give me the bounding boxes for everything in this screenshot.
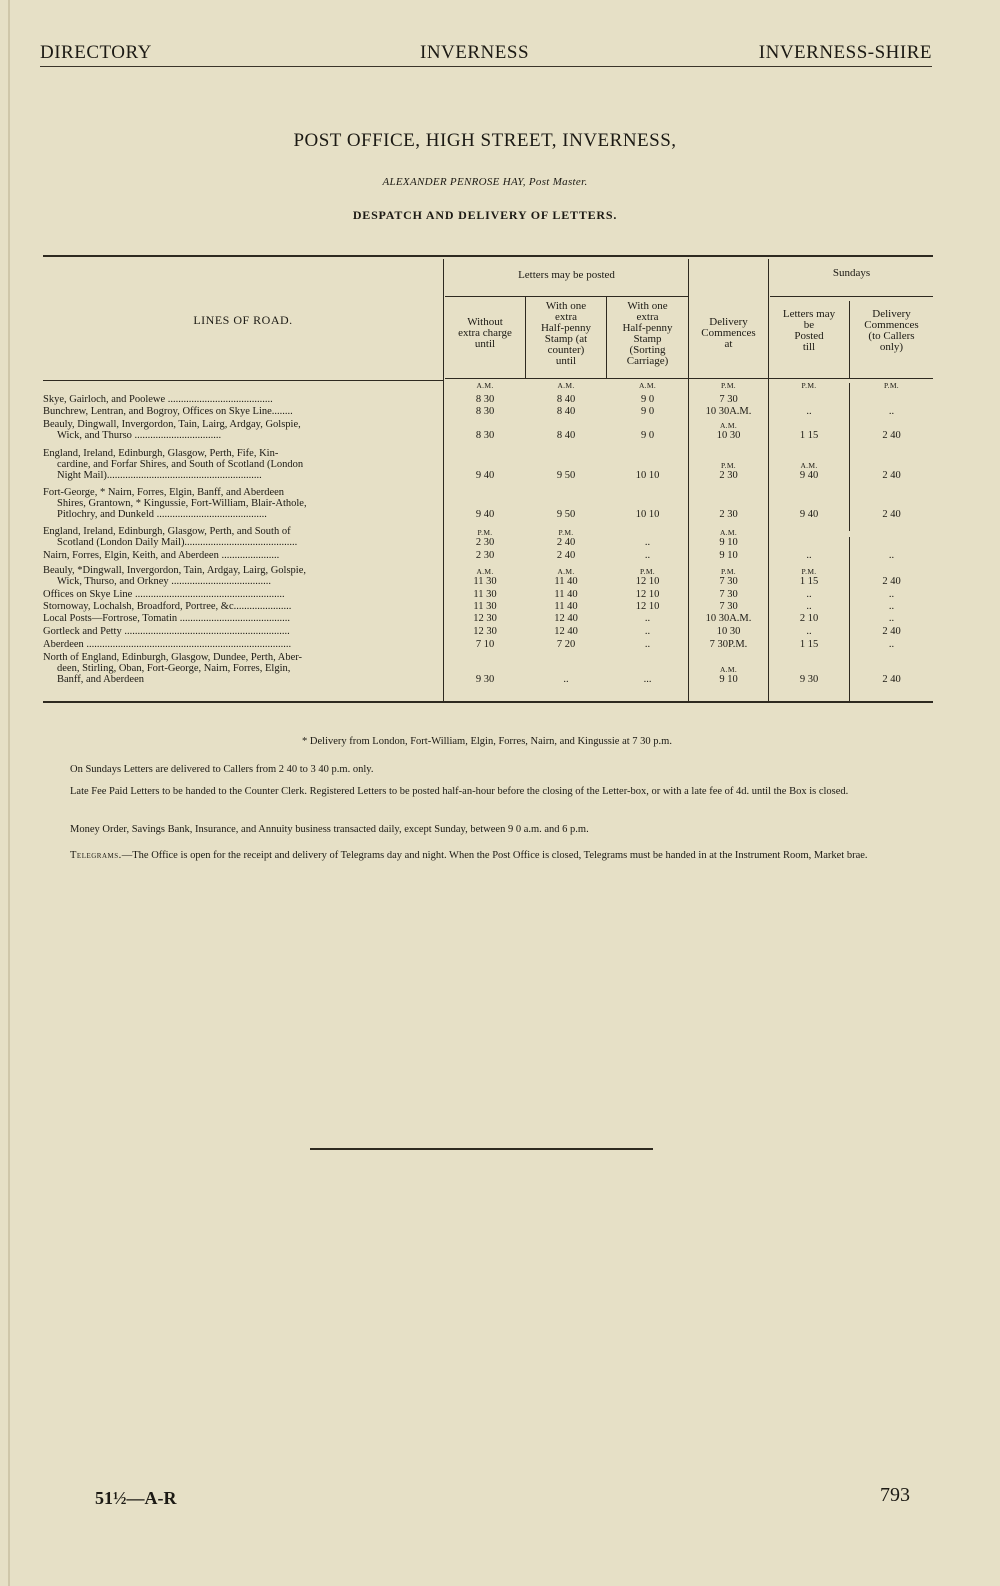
table-cell [850, 550, 933, 561]
section-heading: DESPATCH AND DELIVERY OF LETTERS. [352, 208, 618, 222]
table-row-label [43, 613, 441, 624]
page-title: POST OFFICE, HIGH STREET, INVERNESS, [293, 130, 677, 151]
row-label-line: Aberdeen .............................................................................. [43, 639, 292, 650]
cell-value: ... [643, 674, 652, 686]
cell-value: 9 0 [640, 394, 655, 405]
header-sundays: Sundays [832, 267, 871, 279]
table-cell [526, 613, 606, 624]
row-label-line: Wick, Thurso, and Orkney ...................................... [57, 576, 272, 588]
table-cell [689, 406, 768, 417]
cell-value: 12 10 [635, 589, 660, 600]
cell-value: .. [888, 613, 895, 624]
table-cell [769, 406, 849, 417]
header-without-extra [445, 317, 525, 350]
cell-value: .. [806, 601, 812, 612]
table-cell [850, 601, 933, 612]
table-bottom-rule [43, 701, 933, 703]
table-cell [850, 470, 933, 481]
cell-value: 10 30 [716, 430, 741, 442]
cell-value: .. [644, 537, 651, 549]
header-one-extra-counter [526, 301, 606, 367]
table-cell [689, 394, 768, 405]
table-row-label [43, 639, 441, 650]
table-cell [445, 674, 525, 685]
table-cell [526, 550, 606, 561]
header-line: until [474, 338, 496, 350]
cell-unit: P.M. [640, 567, 655, 577]
table-cell [769, 550, 849, 561]
cell-value: 11 30 [473, 601, 497, 612]
cell-value: 10 10 [635, 509, 660, 521]
row-label-line: Beauly, Dingwall, Invergordon, Tain, Lairg, Ardgay, Golspie, [43, 419, 301, 430]
cell-value: 2 40 [882, 470, 901, 482]
cell-value: 8 30 [475, 430, 495, 442]
cell-value: 11 40 [554, 601, 578, 612]
cell-unit: A.M. [476, 567, 494, 577]
header-line: Stamp [633, 333, 662, 345]
header-lines-of-road: LINES OF ROAD. [193, 313, 293, 327]
table-row-label [43, 626, 441, 637]
cell-unit: P.M. [721, 461, 736, 471]
table-row-label [43, 406, 441, 417]
table-cell [689, 613, 768, 624]
table-cell [850, 613, 933, 624]
closing-rule [310, 1148, 653, 1150]
table-cell [769, 589, 849, 600]
table-row-label [43, 448, 441, 482]
cell-value: 2 40 [882, 626, 901, 637]
table-cell [769, 639, 849, 650]
table-cell [445, 509, 525, 520]
row-label-line: Local Posts—Fortrose, Tomatin .......................................... [43, 613, 290, 624]
group-sundays-rule [770, 296, 933, 297]
page-edge [8, 0, 10, 1586]
unit-label: P.M. [884, 381, 899, 390]
note-late-fee: Late Fee Paid Letters to be handed to the Counter Clerk. Registered Letters to be posted half-an-hour before the closing of the Letter-box, or with a late fee of 4d. until the Box is closed. [70, 786, 849, 797]
cell-value: 2 40 [882, 430, 901, 442]
cell-unit: A.M. [719, 528, 738, 538]
table-cell [445, 406, 525, 417]
table-cell [689, 639, 768, 650]
header-bottom-rule [445, 378, 933, 379]
note-star: * Delivery from London, Fort-William, Elgin, Forres, Nairn, and Kingussie at 7 30 p.m. [302, 736, 672, 747]
unit-label: A.M. [557, 381, 575, 390]
table-top-rule [43, 255, 933, 257]
table-cell [526, 394, 606, 405]
cell-value: 10 30A.M. [705, 613, 752, 624]
cell-value: 1 15 [799, 576, 819, 588]
cell-value: 2 40 [882, 576, 901, 588]
telegrams-text: —The Office is open for the receipt and delivery of Telegrams day and night. When the Post Office is closed, Telegrams must be handed in at the Instrument Room, Market brae. [121, 850, 868, 861]
table-cell [689, 509, 768, 520]
table-row-label [43, 652, 441, 686]
header-delivery [689, 317, 768, 350]
cell-value: 2 40 [882, 509, 901, 521]
cell-value: 12 10 [635, 576, 660, 588]
cell-value: .. [644, 639, 651, 650]
header-line: Half-penny [622, 322, 673, 334]
cell-value: 1 15 [799, 430, 819, 442]
table-cell [769, 567, 849, 587]
postmaster-line: ALEXANDER PENROSE HAY, Post Master. [382, 176, 588, 188]
header-line: Half-penny [540, 322, 592, 334]
cell-value: 8 30 [475, 394, 495, 405]
table-cell [445, 550, 525, 561]
cell-unit: A.M. [800, 461, 818, 471]
table-cell [689, 665, 768, 685]
table-cell [445, 589, 525, 600]
cell-unit: A.M. [719, 665, 738, 675]
table-cell [526, 470, 606, 481]
table-cell [445, 613, 525, 624]
table-row-label [43, 419, 441, 441]
cell-value: 11 30 [473, 589, 497, 600]
table-cell [607, 674, 688, 685]
cell-unit: P.M. [477, 528, 493, 538]
table-cell [607, 394, 688, 405]
header-line: be [803, 319, 815, 331]
table-cell [445, 430, 525, 441]
cell-value: 12 30 [473, 613, 497, 624]
cell-value: 7 30 [719, 576, 738, 588]
row-label-line: Stornoway, Lochalsh, Broadford, Portree, &c...................... [43, 601, 292, 612]
table-cell [769, 626, 849, 637]
row-label-line: Fort-George, * Nairn, Forres, Elgin, Banff, and Aberdeen [43, 487, 285, 498]
table-cell [689, 601, 768, 612]
table-cell [850, 576, 933, 587]
cell-value: .. [888, 406, 895, 417]
cell-value: 9 10 [719, 550, 738, 561]
header-line: Delivery [709, 316, 748, 328]
table-cell [769, 509, 849, 520]
cell-value: 2 30 [475, 550, 495, 561]
row-label-line: deen, Stirling, Oban, Fort-George, Nairn, Forres, Elgin, [57, 663, 291, 675]
table-cell [526, 639, 606, 650]
header-rule [40, 66, 932, 67]
header-line: extra charge [458, 327, 512, 339]
cell-value: .. [644, 626, 651, 637]
running-head-right: INVERNESS-SHIRE [758, 42, 932, 63]
header-line: With one [627, 300, 668, 312]
cell-value: 2 40 [556, 537, 576, 549]
table-row-label [43, 487, 441, 521]
table-cell [526, 567, 606, 587]
cell-value: 9 0 [640, 406, 655, 417]
table-row-label [43, 589, 441, 600]
table-cell [850, 639, 933, 650]
table-cell [769, 461, 849, 481]
telegrams-label: Telegrams. [70, 850, 122, 861]
cell-value: 8 40 [556, 406, 576, 417]
cell-value: 7 30P.M. [709, 639, 748, 650]
divider-label [443, 259, 444, 703]
table-cell [526, 509, 606, 520]
row-label-line: Night Mail)........................................................... [57, 470, 262, 482]
cell-value: 8 30 [475, 406, 495, 417]
table-cell [607, 613, 688, 624]
table-cell [445, 626, 525, 637]
table-cell [526, 406, 606, 417]
cell-value: 7 30 [719, 601, 738, 612]
row-label-line: North of England, Edinburgh, Glasgow, Dundee, Perth, Aber- [43, 652, 303, 663]
cell-value: 10 10 [635, 470, 660, 482]
row-label-line: Pitlochry, and Dunkeld .......................................... [57, 509, 267, 521]
row-label-line: Wick, and Thurso ................................. [57, 430, 222, 442]
table-row-label [43, 565, 441, 587]
table-cell [526, 528, 606, 548]
cell-value: .. [806, 406, 812, 417]
table-cell [689, 461, 768, 481]
cell-value: 2 30 [719, 470, 738, 482]
table-cell [607, 550, 688, 561]
table-cell [607, 470, 688, 481]
table-cell [689, 589, 768, 600]
cell-value: 10 30A.M. [705, 406, 752, 417]
table-cell [526, 674, 606, 685]
cell-value: 9 0 [640, 430, 655, 442]
cell-unit: P.M. [721, 567, 736, 577]
cell-value: 2 40 [556, 550, 576, 561]
cell-value: 9 40 [475, 470, 495, 482]
table-cell [689, 626, 768, 637]
running-head-left: DIRECTORY [40, 42, 152, 63]
note-money-order: Money Order, Savings Bank, Insurance, and Annuity business transacted daily, except Sunday, between 9 0 a.m. and 6 p.m. [70, 824, 589, 835]
cell-value: 7 30 [719, 589, 738, 600]
cell-value: .. [563, 674, 569, 686]
row-label-line: cardine, and Forfar Shires, and South of Scotland (London [57, 459, 304, 471]
label-header-rule [43, 380, 443, 381]
cell-value: 8 40 [556, 394, 576, 405]
cell-value: .. [644, 613, 651, 624]
cell-value: 7 20 [556, 639, 576, 650]
table-cell [689, 421, 768, 441]
cell-value: 12 30 [473, 626, 497, 637]
table-cell [607, 537, 688, 548]
table-cell [526, 626, 606, 637]
table-cell [526, 601, 606, 612]
cell-value: 2 40 [882, 674, 901, 686]
cell-value: 12 40 [554, 613, 578, 624]
table-cell [850, 509, 933, 520]
cell-value: .. [806, 550, 812, 561]
cell-value: 2 10 [799, 613, 819, 624]
note-sundays: On Sundays Letters are delivered to Callers from 2 40 to 3 40 p.m. only. [70, 764, 374, 775]
header-line: at [724, 338, 733, 350]
table-row-label [43, 394, 441, 405]
cell-value: .. [888, 550, 895, 561]
row-label-line: Skye, Gairloch, and Poolewe ........................................ [43, 394, 273, 405]
cell-value: .. [644, 550, 651, 561]
cell-value: .. [806, 589, 812, 600]
table-cell [445, 601, 525, 612]
cell-value: 7 30 [719, 394, 738, 405]
header-line: Posted [794, 330, 824, 342]
running-head [40, 42, 932, 68]
header-line: Without [467, 316, 503, 328]
header-sunday-posted [769, 309, 849, 353]
cell-value: 9 40 [799, 470, 819, 482]
header-line: extra [555, 311, 577, 323]
header-line: (to Callers [868, 330, 915, 342]
table-cell [769, 613, 849, 624]
cell-unit: P.M. [801, 567, 817, 577]
cell-value: 1 15 [799, 639, 819, 650]
header-line: till [802, 341, 816, 353]
table-cell [445, 639, 525, 650]
table-cell [607, 639, 688, 650]
cell-value: 9 50 [556, 470, 576, 482]
header-line: counter) [547, 344, 585, 356]
table-cell [689, 567, 768, 587]
header-line: extra [636, 311, 659, 323]
table-cell [526, 589, 606, 600]
table-cell [607, 430, 688, 441]
cell-value: 9 30 [475, 674, 495, 686]
row-label-line: Beauly, *Dingwall, Invergordon, Tain, Ardgay, Lairg, Golspie, [43, 565, 306, 576]
table-cell [850, 674, 933, 685]
header-line: Commences [864, 319, 919, 331]
row-label-line: Gortleck and Petty ............................................................... [43, 626, 290, 637]
row-label-line: Bunchrew, Lentran, and Bogroy, Offices on Skye Line........ [43, 406, 293, 417]
table-cell [769, 601, 849, 612]
table-cell [607, 509, 688, 520]
row-label-line: England, Ireland, Edinburgh, Glasgow, Perth, Fife, Kin- [43, 448, 279, 459]
cell-value: 9 10 [719, 674, 738, 686]
printer-signature: 51½—A-R [95, 1488, 177, 1508]
header-one-extra-sorting [607, 301, 688, 367]
table-cell [850, 626, 933, 637]
cell-value: 12 40 [554, 626, 578, 637]
row-label-line: Scotland (London Daily Mail)........................................... [57, 537, 298, 549]
table-cell [769, 674, 849, 685]
header-sunday-delivery [850, 309, 933, 353]
unit-label: A.M. [476, 381, 494, 390]
table-row-label [43, 601, 441, 612]
cell-value: 11 40 [554, 576, 578, 588]
table-cell [445, 470, 525, 481]
header-line: Stamp (at [544, 333, 588, 345]
cell-value: .. [806, 626, 812, 637]
cell-value: 11 30 [473, 576, 497, 588]
table-cell [445, 394, 525, 405]
header-line: (Sorting [629, 344, 666, 356]
cell-value: 9 30 [799, 674, 819, 686]
header-line: Letters may [782, 308, 836, 320]
table-cell [850, 589, 933, 600]
cell-value: 8 40 [556, 430, 576, 442]
table-cell [850, 406, 933, 417]
unit-label: P.M. [801, 381, 817, 390]
table-cell [607, 589, 688, 600]
table-cell [445, 528, 525, 548]
table-cell [607, 601, 688, 612]
table-row-label [43, 526, 441, 548]
table-cell [607, 567, 688, 587]
table-row-label [43, 550, 441, 561]
row-label-line: Nairn, Forres, Elgin, Keith, and Aberdeen ...................... [43, 550, 280, 561]
header-letters-may-be-posted: Letters may be posted [518, 269, 615, 281]
row-label-line: Banff, and Aberdeen [57, 674, 144, 686]
table-cell [607, 406, 688, 417]
table-cell [689, 550, 768, 561]
row-label-line: England, Ireland, Edinburgh, Glasgow, Perth, and South of [43, 526, 291, 537]
cell-value: 9 50 [556, 509, 576, 521]
cell-value: 2 30 [475, 537, 495, 549]
header-line: until [555, 355, 577, 367]
header-line: With one [545, 300, 587, 312]
header-line: Delivery [872, 308, 911, 320]
note-telegrams [42, 850, 932, 862]
cell-value: 9 10 [719, 537, 738, 549]
cell-value: .. [888, 601, 895, 612]
cell-value: .. [888, 639, 895, 650]
running-head-center: INVERNESS [420, 42, 530, 63]
group-posted-rule [445, 296, 688, 297]
cell-value: 7 10 [475, 639, 495, 650]
header-line: Commences [701, 327, 756, 339]
cell-value: 10 30 [716, 626, 741, 637]
table-cell [850, 430, 933, 441]
cell-value: .. [888, 589, 895, 600]
cell-value: 2 30 [719, 509, 738, 521]
unit-label: P.M. [721, 381, 736, 390]
row-label-line: Offices on Skye Line ......................................................... [43, 589, 285, 600]
header-line: only) [879, 341, 904, 353]
row-label-line: Shires, Grantown, * Kingussie, Fort-William, Blair-Athole, [57, 498, 307, 510]
page-number: 793 [880, 1484, 910, 1506]
table-cell [769, 430, 849, 441]
table-cell [445, 567, 525, 587]
table-cell [689, 528, 768, 548]
cell-unit: P.M. [558, 528, 574, 538]
cell-value: 9 40 [475, 509, 495, 521]
cell-value: 12 10 [635, 601, 660, 612]
cell-value: 11 40 [554, 589, 578, 600]
table-cell [607, 626, 688, 637]
table-cell [526, 430, 606, 441]
cell-value: 9 40 [799, 509, 819, 521]
header-line: Carriage) [626, 355, 669, 367]
despatch-table [43, 255, 933, 705]
cell-unit: A.M. [557, 567, 575, 577]
cell-unit: A.M. [719, 421, 738, 431]
unit-label: A.M. [638, 381, 657, 390]
